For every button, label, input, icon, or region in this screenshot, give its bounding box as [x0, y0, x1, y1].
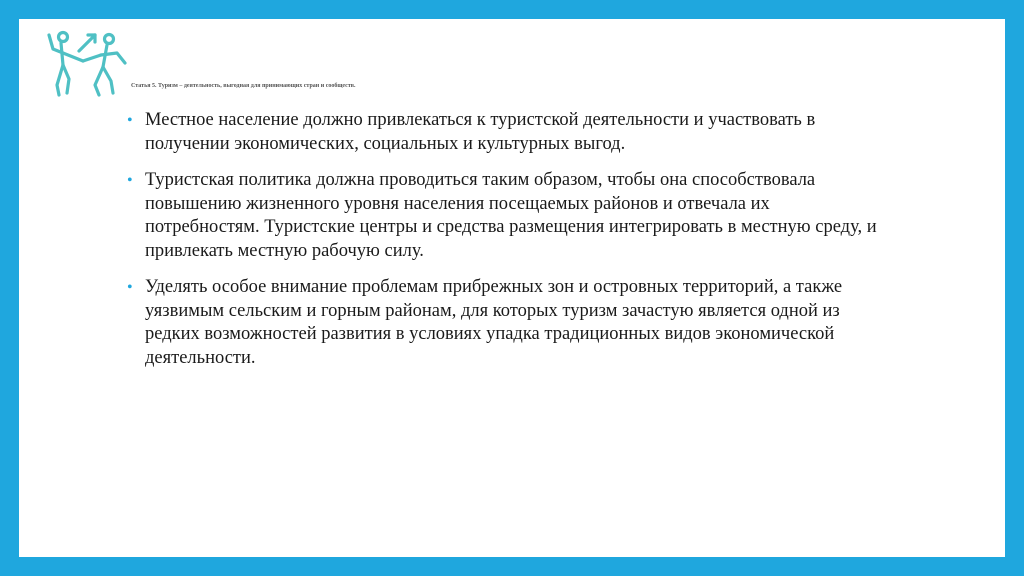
- slide-title: Статья 5. Туризм – деятельность, выгодная для принимающих стран и сообществ.: [131, 83, 356, 89]
- bullet-marker-icon: •: [127, 112, 133, 129]
- list-item: [123, 169, 883, 263]
- bullet-text: Туристская политика должна проводиться таким образом, чтобы она способствовала повышению жизненного уровня населения посещаемых районов и отвечала их потребностям. Туристские центры и средства размещения интегрировать в местную среду, и привлекать местную рабочую силу.: [145, 170, 877, 261]
- bullet-text: Местное население должно привлекаться к туристской деятельности и участвовать в получении экономических, социальных и культурных выгод.: [145, 110, 816, 154]
- bullet-marker-icon: •: [127, 279, 133, 296]
- list-item: [123, 276, 883, 370]
- bullet-marker-icon: •: [127, 172, 133, 189]
- dancing-figures-icon: [39, 29, 131, 101]
- bullet-list: [123, 109, 883, 383]
- list-item: [123, 109, 883, 156]
- bullet-text: Уделять особое внимание проблемам прибрежных зон и островных территорий, а также уязвимым сельским и горным районам, для которых туризм зачастую является одной из редких возможностей развития в условиях упадка традиционных видов экономической деятельности.: [145, 277, 843, 368]
- slide: [19, 19, 1005, 557]
